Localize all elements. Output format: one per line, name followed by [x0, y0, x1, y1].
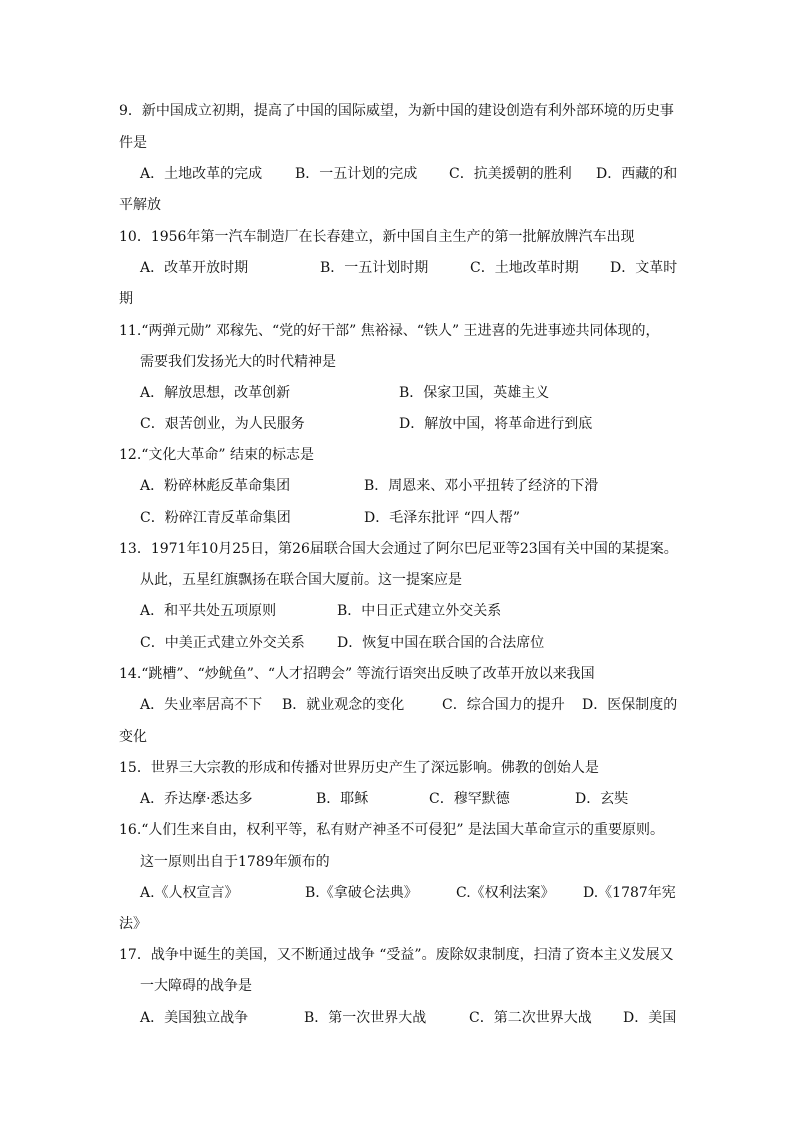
question-9-option-d: D．西藏的和 [596, 166, 678, 182]
question-10-option-c: C．土地改革时期 [470, 260, 579, 276]
question-16-option-b: B.《拿破仑法典》 [305, 885, 418, 901]
question-14-option-a: A．失业率居高不下 [140, 697, 263, 713]
question-13-option-d: D．恢复中国在联合国的合法席位 [337, 635, 545, 651]
question-16-option-a: A.《人权宣言》 [140, 885, 239, 901]
question-15-option-a: A．乔达摩·悉达多 [140, 791, 253, 807]
question-9-option-d-continued: 平解放 [119, 197, 161, 213]
question-15-option-d: D．玄奘 [575, 791, 629, 807]
question-14-stem-text: 14.“跳槽”、“炒鱿鱼”、“人才招聘会” 等流行语突出反映了改革开放以来我国 [119, 666, 595, 682]
question-11-option-b: B．保家卫国，英雄主义 [399, 385, 550, 401]
question-9-option-c: C．抗美援朝的胜利 [449, 166, 572, 182]
question-13-option-a: A．和平共处五项原则 [140, 603, 277, 619]
question-11-stem-text: 需要我们发扬光大的时代精神是 [140, 354, 336, 370]
question-15-option-b: B．耶稣 [316, 791, 369, 807]
question-13-stem-text: 从此，五星红旗飘扬在联合国大厦前。这一提案应是 [140, 572, 462, 588]
question-11-option-d: D．解放中国，将革命进行到底 [399, 416, 593, 432]
question-17-option-a: A．美国独立战争 [140, 1010, 249, 1026]
question-10-option-d: D．文革时 [610, 260, 678, 276]
question-13-option-c: C．中美正式建立外交关系 [140, 635, 305, 651]
question-13-stem-text: 13．1971年10月25日，第26届联合国大会通过了阿尔巴尼亚等23国有关中国的某提案。 [119, 541, 678, 557]
question-11-stem-text: 11.“两弹元勋” 邓稼先、“党的好干部” 焦裕禄、“铁人” 王进喜的先进事迹共同体现的， [119, 323, 660, 339]
question-10-option-d-continued: 期 [119, 291, 133, 307]
question-14-option-c: C．综合国力的提升 [442, 697, 565, 713]
question-17-option-d: D．美国 [623, 1010, 677, 1026]
question-12-option-d: D．毛泽东批评 “四人帮” [364, 510, 520, 526]
question-17-stem-text: 一大障碍的战争是 [140, 978, 252, 994]
question-9-option-a: A．土地改革的完成 [140, 166, 263, 182]
question-11-option-c: C．艰苦创业，为人民服务 [140, 416, 305, 432]
question-16-stem-text: 这一原则出自于1789年颁布的 [140, 854, 330, 870]
question-12-stem-text: 12.“文化大革命” 结束的标志是 [119, 447, 315, 463]
question-17-option-c: C．第二次世界大战 [469, 1010, 592, 1026]
question-9-stem-text: 9．新中国成立初期，提高了中国的国际威望，为新中国的建设创造有利外部环境的历史事 [119, 103, 674, 119]
question-10-option-a: A．改革开放时期 [140, 260, 249, 276]
question-12-option-a: A．粉碎林彪反革命集团 [140, 478, 291, 494]
question-16-option-d: D.《1787年宪 [583, 885, 676, 901]
question-12-option-b: B．周恩来、邓小平扭转了经济的下滑 [364, 478, 599, 494]
question-17-option-b: B．第一次世界大战 [304, 1010, 427, 1026]
question-16-stem-text: 16.“人们生来自由，权利平等，私有财产神圣不可侵犯” 是法国大革命宣示的重要原则。 [119, 822, 665, 838]
question-9-option-b: B．一五计划的完成 [295, 166, 418, 182]
question-11-option-a: A．解放思想，改革创新 [140, 385, 291, 401]
question-16-option-c: C.《权利法案》 [456, 885, 555, 901]
question-14-option-d: D．医保制度的 [582, 697, 678, 713]
question-14-option-b: B．就业观念的变化 [282, 697, 405, 713]
question-10-stem-text: 10．1956年第一汽车制造厂在长春建立，新中国自主生产的第一批解放牌汽车出现 [119, 229, 635, 245]
question-16-option-d-continued: 法》 [119, 916, 147, 932]
question-12-option-c: C．粉碎江青反革命集团 [140, 510, 291, 526]
question-15-option-c: C．穆罕默德 [429, 791, 510, 807]
question-13-option-b: B．中日正式建立外交关系 [337, 603, 502, 619]
question-14-option-d-continued: 变化 [119, 729, 147, 745]
question-9-stem-text: 件是 [119, 135, 147, 151]
question-10-option-b: B．一五计划时期 [320, 260, 429, 276]
question-15-stem-text: 15．世界三大宗教的形成和传播对世界历史产生了深远影响。佛教的创始人是 [119, 760, 599, 776]
question-17-stem-text: 17．战争中诞生的美国，又不断通过战争 “受益”。废除奴隶制度，扫清了资本主义发展又 [119, 947, 674, 963]
